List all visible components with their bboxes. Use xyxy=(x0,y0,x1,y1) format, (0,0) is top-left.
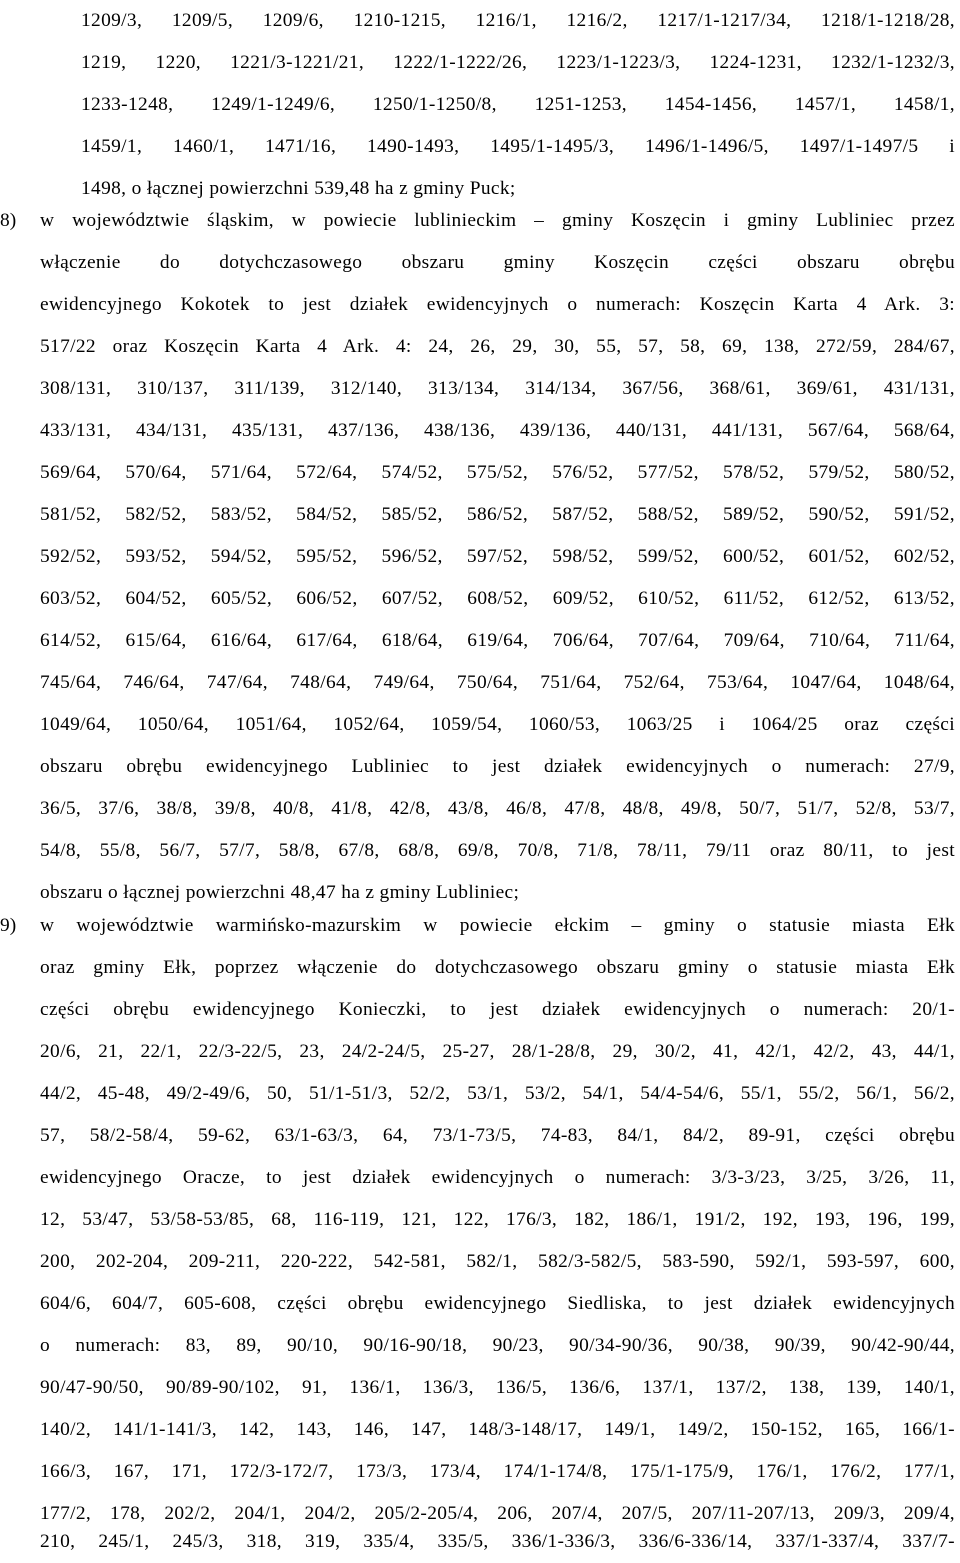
item-8-line: w województwie śląskim, w powiecie lublinieckim – gminy Koszęcin i gminy Lubliniec przez xyxy=(40,210,955,231)
item-9-line: 12, 53/47, 53/58-53/85, 68, 116-119, 121, 122, 176/3, 182, 186/1, 191/2, 192, 193, 196, 199, xyxy=(40,1209,955,1230)
item-7-line: 1219, 1220, 1221/3-1221/21, 1222/1-1222/26, 1223/1-1223/3, 1224-1231, 1232/1-1232/3, xyxy=(81,52,955,73)
item-8-line: 614/52, 615/64, 616/64, 617/64, 618/64, 619/64, 706/64, 707/64, 709/64, 710/64, 711/64, xyxy=(40,630,955,651)
item-9-line: 90/47-90/50, 90/89-90/102, 91, 136/1, 136/3, 136/5, 136/6, 137/1, 137/2, 138, 139, 140/1, xyxy=(40,1377,955,1398)
item-8-line: 36/5, 37/6, 38/8, 39/8, 40/8, 41/8, 42/8, 43/8, 46/8, 47/8, 48/8, 49/8, 50/7, 51/7, 52/8, 53/7, xyxy=(40,798,955,819)
item-8-line: 603/52, 604/52, 605/52, 606/52, 607/52, 608/52, 609/52, 610/52, 611/52, 612/52, 613/52, xyxy=(40,588,955,609)
item-7-line: 1233-1248, 1249/1-1249/6, 1250/1-1250/8, 1251-1253, 1454-1456, 1457/1, 1458/1, xyxy=(81,94,955,115)
item-9-line: 210, 245/1, 245/3, 318, 319, 335/4, 335/5, 336/1-336/3, 336/6-336/14, 337/1-337/4, 337/7- xyxy=(40,1531,955,1552)
item-9-line: 140/2, 141/1-141/3, 142, 143, 146, 147, 148/3-148/17, 149/1, 149/2, 150-152, 165, 166/1- xyxy=(40,1419,955,1440)
item-8-line: 745/64, 746/64, 747/64, 748/64, 749/64, 750/64, 751/64, 752/64, 753/64, 1047/64, 1048/64, xyxy=(40,672,955,693)
item-7-line: 1459/1, 1460/1, 1471/16, 1490-1493, 1495/1-1495/3, 1496/1-1496/5, 1497/1-1497/5 i xyxy=(81,136,955,157)
item-9-line: o numerach: 83, 89, 90/10, 90/16-90/18, 90/23, 90/34-90/36, 90/38, 90/39, 90/42-90/44, xyxy=(40,1335,955,1356)
item-9-marker: 9) xyxy=(0,915,17,936)
item-8-line: włączenie do dotychczasowego obszaru gminy Koszęcin części obszaru obrębu xyxy=(40,252,955,273)
item-9-line: 177/2, 178, 202/2, 204/1, 204/2, 205/2-205/4, 206, 207/4, 207/5, 207/11-207/13, 209/3, 209/4, xyxy=(40,1503,955,1524)
item-8-line: 308/131, 310/137, 311/139, 312/140, 313/134, 314/134, 367/56, 368/61, 369/61, 431/131, xyxy=(40,378,955,399)
item-8-line: 1049/64, 1050/64, 1051/64, 1052/64, 1059/54, 1060/53, 1063/25 i 1064/25 oraz części xyxy=(40,714,955,735)
item-7-line: 1209/3, 1209/5, 1209/6, 1210-1215, 1216/1, 1216/2, 1217/1-1217/34, 1218/1-1218/28, xyxy=(81,10,955,31)
item-8-line: 517/22 oraz Koszęcin Karta 4 Ark. 4: 24, 26, 29, 30, 55, 57, 58, 69, 138, 272/59, 284/67, xyxy=(40,336,955,357)
item-7-line: 1498, o łącznej powierzchni 539,48 ha z gminy Puck; xyxy=(81,178,516,199)
item-8-line: 54/8, 55/8, 56/7, 57/7, 58/8, 67/8, 68/8, 69/8, 70/8, 71/8, 78/11, 79/11 oraz 80/11, to jest xyxy=(40,840,955,861)
item-8-line: 592/52, 593/52, 594/52, 595/52, 596/52, 597/52, 598/52, 599/52, 600/52, 601/52, 602/52, xyxy=(40,546,955,567)
item-9-line: 20/6, 21, 22/1, 22/3-22/5, 23, 24/2-24/5, 25-27, 28/1-28/8, 29, 30/2, 41, 42/1, 42/2, 43, 44/1, xyxy=(40,1041,955,1062)
item-8-marker: 8) xyxy=(0,210,17,231)
item-9-line: w województwie warmińsko-mazurskim w powiecie ełckim – gminy o statusie miasta Ełk xyxy=(40,915,955,936)
item-8-line: 569/64, 570/64, 571/64, 572/64, 574/52, 575/52, 576/52, 577/52, 578/52, 579/52, 580/52, xyxy=(40,462,955,483)
item-9-line: części obrębu ewidencyjnego Konieczki, to jest działek ewidencyjnych o numerach: 20/1- xyxy=(40,999,955,1020)
item-9-line: ewidencyjnego Oracze, to jest działek ewidencyjnych o numerach: 3/3-3/23, 3/25, 3/26, 11, xyxy=(40,1167,955,1188)
item-9-line: 604/6, 604/7, 605-608, części obrębu ewidencyjnego Siedliska, to jest działek ewidencyjnych xyxy=(40,1293,955,1314)
item-9-line: 57, 58/2-58/4, 59-62, 63/1-63/3, 64, 73/1-73/5, 74-83, 84/1, 84/2, 89-91, części obrębu xyxy=(40,1125,955,1146)
item-8-line: 433/131, 434/131, 435/131, 437/136, 438/136, 439/136, 440/131, 441/131, 567/64, 568/64, xyxy=(40,420,955,441)
item-8-line: obszaru o łącznej powierzchni 48,47 ha z gminy Lubliniec; xyxy=(40,882,520,903)
item-8-line: ewidencyjnego Kokotek to jest działek ewidencyjnych o numerach: Koszęcin Karta 4 Ark. 3: xyxy=(40,294,955,315)
item-9-line: oraz gminy Ełk, poprzez włączenie do dotychczasowego obszaru gminy o statusie miasta Ełk xyxy=(40,957,955,978)
item-9-line: 200, 202-204, 209-211, 220-222, 542-581, 582/1, 582/3-582/5, 583-590, 592/1, 593-597, 600, xyxy=(40,1251,955,1272)
item-8-line: 581/52, 582/52, 583/52, 584/52, 585/52, 586/52, 587/52, 588/52, 589/52, 590/52, 591/52, xyxy=(40,504,955,525)
item-8-line: obszaru obrębu ewidencyjnego Lubliniec to jest działek ewidencyjnych o numerach: 27/9, xyxy=(40,756,955,777)
item-9-line: 166/3, 167, 171, 172/3-172/7, 173/3, 173/4, 174/1-174/8, 175/1-175/9, 176/1, 176/2, 177/1, xyxy=(40,1461,955,1482)
item-9-line: 44/2, 45-48, 49/2-49/6, 50, 51/1-51/3, 52/2, 53/1, 53/2, 54/1, 54/4-54/6, 55/1, 55/2, 56/1, 56/2, xyxy=(40,1083,955,1104)
